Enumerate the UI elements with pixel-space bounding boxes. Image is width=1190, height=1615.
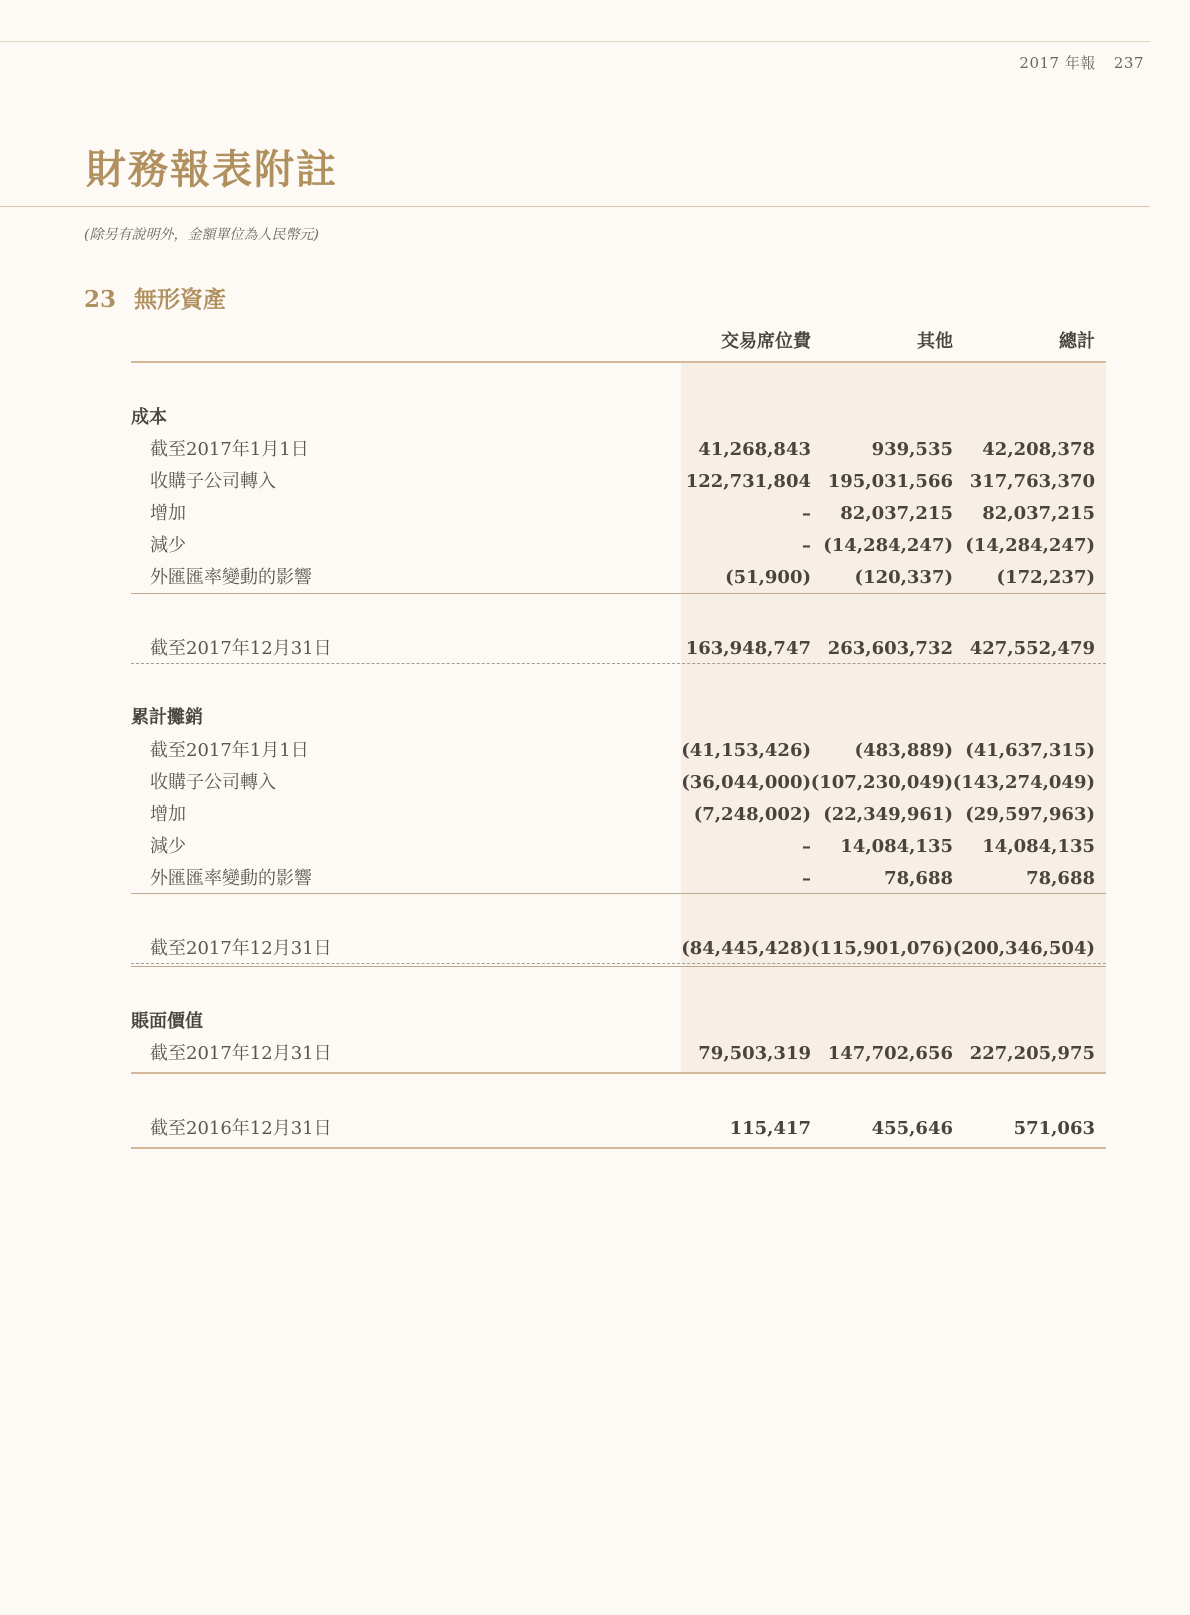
cell-seat-fees: – bbox=[802, 503, 811, 524]
row-label: 外匯匯率變動的影響 bbox=[150, 567, 312, 588]
cell-others: (115,901,076) bbox=[810, 938, 953, 959]
cell-total: (29,597,963) bbox=[965, 804, 1095, 825]
cell-seat-fees: – bbox=[802, 535, 811, 556]
cell-total: 571,063 bbox=[1013, 1118, 1095, 1139]
col-header-total: 總計 bbox=[1059, 331, 1095, 352]
section-number: 23 bbox=[84, 286, 117, 313]
cell-seat-fees: (51,900) bbox=[725, 567, 811, 588]
double-rule bbox=[131, 966, 1106, 967]
cell-others: 455,646 bbox=[871, 1118, 953, 1139]
row-label: 截至2017年12月31日 bbox=[150, 1043, 332, 1064]
col-header-seat-fees: 交易席位費 bbox=[721, 331, 811, 352]
col-header-others: 其他 bbox=[917, 331, 953, 352]
row-label: 增加 bbox=[150, 804, 186, 825]
row-label: 收購子公司轉入 bbox=[150, 471, 276, 492]
cell-total: (41,637,315) bbox=[965, 740, 1095, 761]
column-shade bbox=[681, 362, 1106, 1074]
cell-total: 42,208,378 bbox=[982, 439, 1095, 460]
section-heading bbox=[84, 281, 226, 314]
cell-total: (172,237) bbox=[996, 567, 1095, 588]
cell-seat-fees: 41,268,843 bbox=[698, 439, 811, 460]
dashed-rule bbox=[131, 963, 1106, 964]
cell-total: 227,205,975 bbox=[969, 1043, 1095, 1064]
row-label: 截至2017年1月1日 bbox=[150, 439, 309, 460]
title-rule bbox=[0, 206, 1150, 207]
carrying-rule bbox=[131, 1072, 1106, 1074]
top-rule bbox=[0, 41, 1150, 42]
cell-total: (14,284,247) bbox=[965, 535, 1095, 556]
row-label: 外匯匯率變動的影響 bbox=[150, 868, 312, 889]
row-label: 截至2017年12月31日 bbox=[150, 638, 332, 659]
dashed-rule bbox=[131, 663, 1106, 664]
cell-seat-fees: 115,417 bbox=[729, 1118, 811, 1139]
running-header bbox=[1019, 52, 1144, 73]
cell-seat-fees: (84,445,428) bbox=[681, 938, 811, 959]
cell-others: (107,230,049) bbox=[810, 772, 953, 793]
cell-seat-fees: – bbox=[802, 868, 811, 889]
cell-seat-fees: – bbox=[802, 836, 811, 857]
cell-others: 78,688 bbox=[884, 868, 953, 889]
cell-seat-fees: 163,948,747 bbox=[685, 638, 811, 659]
row-label: 截至2017年12月31日 bbox=[150, 938, 332, 959]
header-rule bbox=[131, 361, 1106, 363]
cell-total: 82,037,215 bbox=[982, 503, 1095, 524]
group-label-amortisation: 累計攤銷 bbox=[131, 707, 203, 728]
cell-others: (22,349,961) bbox=[823, 804, 953, 825]
cell-total: 317,763,370 bbox=[969, 471, 1095, 492]
cell-others: 147,702,656 bbox=[827, 1043, 953, 1064]
subtotal-rule bbox=[131, 593, 1106, 594]
cell-seat-fees: (41,153,426) bbox=[681, 740, 811, 761]
row-label: 截至2017年1月1日 bbox=[150, 740, 309, 761]
cell-total: (200,346,504) bbox=[952, 938, 1095, 959]
cell-others: 263,603,732 bbox=[827, 638, 953, 659]
cell-seat-fees: 79,503,319 bbox=[698, 1043, 811, 1064]
cell-others: 14,084,135 bbox=[840, 836, 953, 857]
subtotal-rule bbox=[131, 893, 1106, 894]
row-label: 收購子公司轉入 bbox=[150, 772, 276, 793]
section-title: 無形資產 bbox=[134, 286, 227, 313]
cell-others: 939,535 bbox=[871, 439, 953, 460]
row-label: 截至2016年12月31日 bbox=[150, 1118, 332, 1139]
group-label-cost: 成本 bbox=[131, 407, 167, 428]
page-number: 237 bbox=[1113, 54, 1144, 72]
row-label: 增加 bbox=[150, 503, 186, 524]
cell-total: 427,552,479 bbox=[969, 638, 1095, 659]
currency-note: (除另有說明外，金額單位為人民幣元) bbox=[84, 227, 319, 243]
group-label-carrying: 賬面價值 bbox=[131, 1011, 203, 1032]
report-label: 2017 年報 bbox=[1019, 54, 1096, 72]
cell-total: 14,084,135 bbox=[982, 836, 1095, 857]
cell-others: 195,031,566 bbox=[827, 471, 953, 492]
cell-others: (483,889) bbox=[854, 740, 953, 761]
cell-seat-fees: (7,248,002) bbox=[693, 804, 811, 825]
cell-total: 78,688 bbox=[1026, 868, 1095, 889]
cell-seat-fees: 122,731,804 bbox=[685, 471, 811, 492]
page-title: 財務報表附註 bbox=[86, 146, 338, 193]
cell-others: (120,337) bbox=[854, 567, 953, 588]
row-label: 減少 bbox=[150, 535, 186, 556]
cell-seat-fees: (36,044,000) bbox=[681, 772, 811, 793]
row-label: 減少 bbox=[150, 836, 186, 857]
cell-total: (143,274,049) bbox=[952, 772, 1095, 793]
bottom-rule bbox=[131, 1147, 1106, 1149]
cell-others: (14,284,247) bbox=[823, 535, 953, 556]
cell-others: 82,037,215 bbox=[840, 503, 953, 524]
